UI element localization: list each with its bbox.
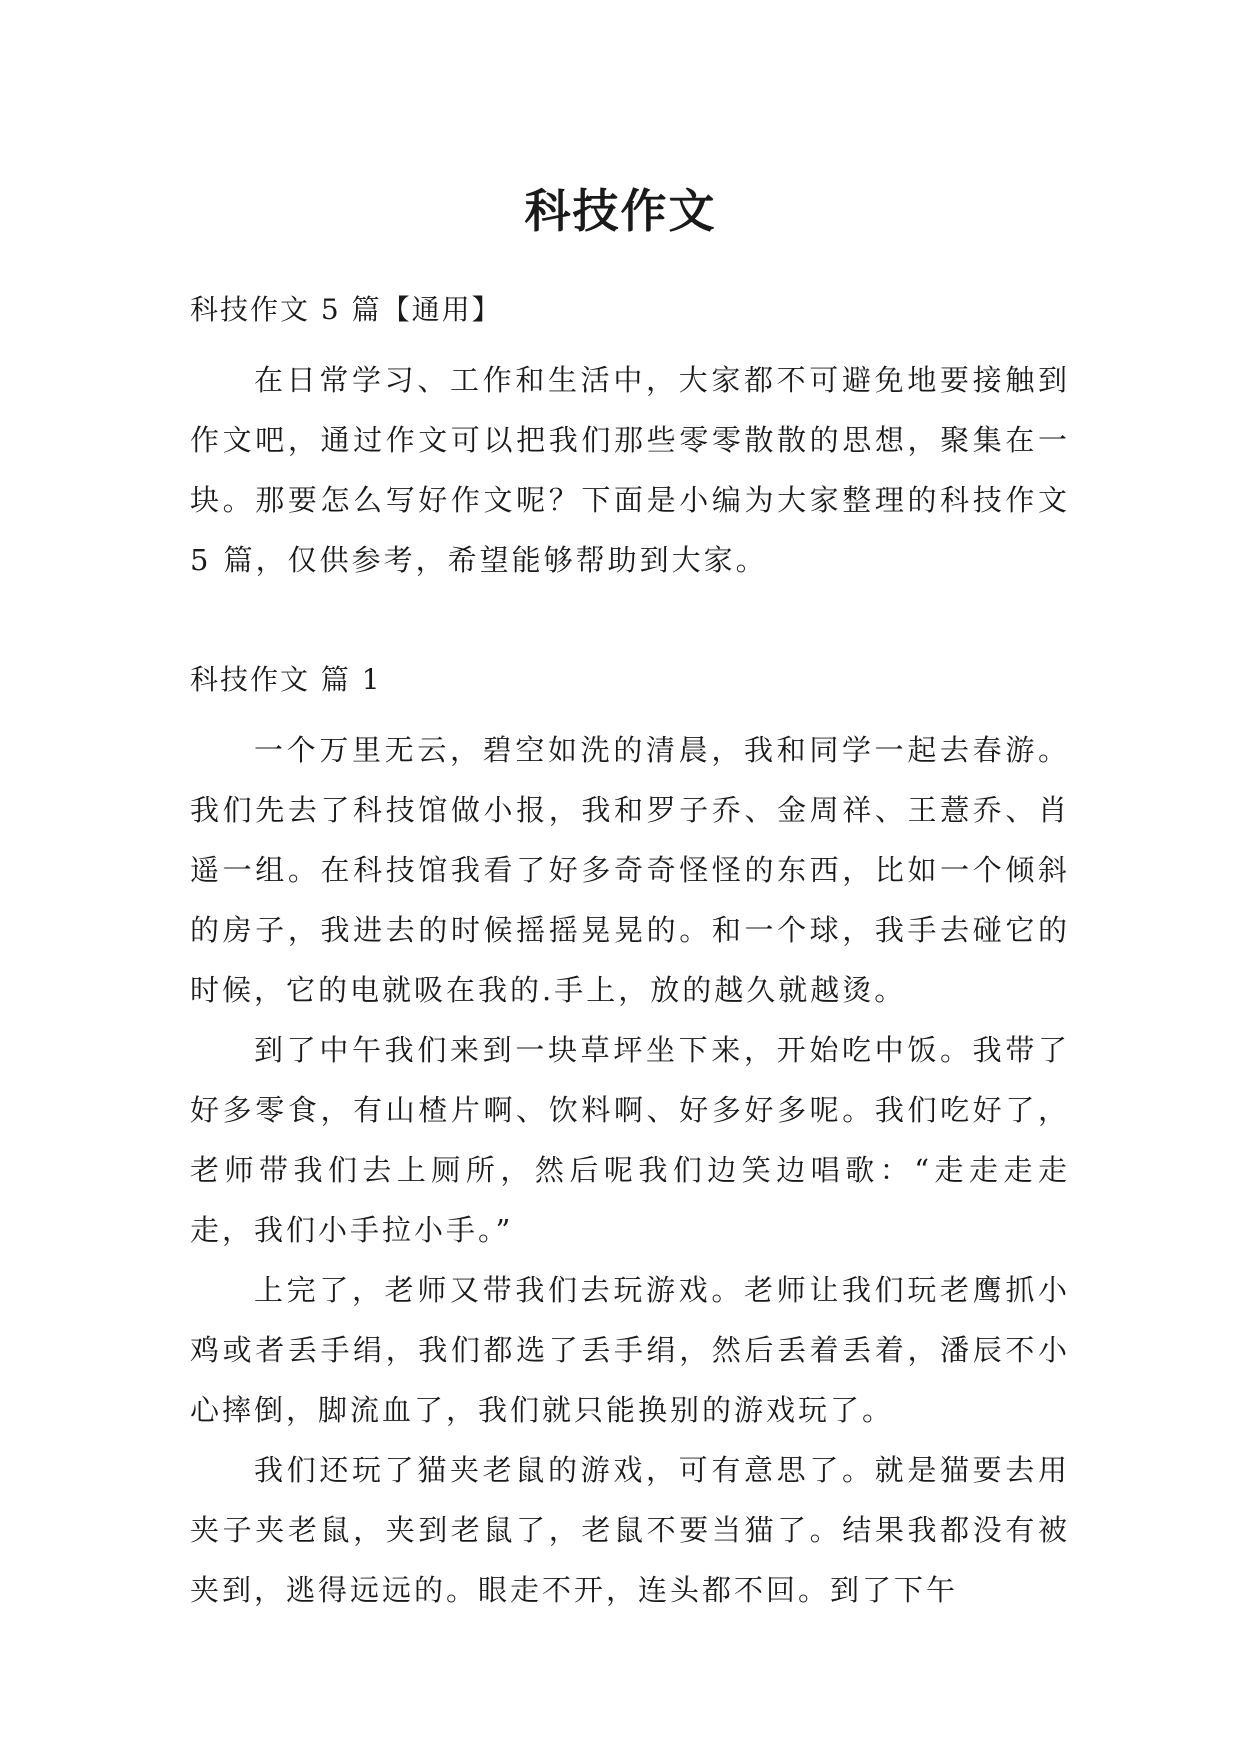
section-heading: 科技作文 篇 1 xyxy=(190,663,382,696)
paragraph-2: 到了中午我们来到一块草坪坐下来，开始吃中饭。我带了好多零食，有山楂片啊、饮料啊、好多好多呢。我们吃好了，老师带我们去上厕所，然后呢我们边笑边唱歌：“走走走走走，我们小手拉小手。” xyxy=(190,1033,1070,1247)
document-subtitle: 科技作文 5 篇【通用】 xyxy=(190,293,502,326)
document-body xyxy=(190,290,1070,1620)
paragraph-3: 上完了，老师又带我们去玩游戏。老师让我们玩老鹰抓小鸡或者丢手绢，我们都选了丢手绢，然后丢着丢着，潘辰不小心摔倒，脚流血了，我们就只能换别的游戏玩了。 xyxy=(190,1273,1070,1427)
page-title: 科技作文 xyxy=(524,183,717,238)
paragraph-1: 一个万里无云，碧空如洗的清晨，我和同学一起去春游。我们先去了科技馆做小报，我和罗子乔、金周祥、王薏乔、肖遥一组。在科技馆我看了好多奇奇怪怪的东西，比如一个倾斜的房子，我进去的时候摇摇晃晃的。和一个球，我手去碰它的时候，它的电就吸在我的.手上，放的越久就越烫。 xyxy=(190,733,1070,1007)
intro-paragraph: 在日常学习、工作和生活中，大家都不可避免地要接触到作文吧，通过作文可以把我们那些零零散散的思想，聚集在一块。那要怎么写好作文呢？下面是小编为大家整理的科技作文 5 篇，仅供参考，希望能够帮助到大家。 xyxy=(190,363,1070,577)
paragraph-4: 我们还玩了猫夹老鼠的游戏，可有意思了。就是猫要去用夹子夹老鼠，夹到老鼠了，老鼠不要当猫了。结果我都没有被夹到，逃得远远的。眼走不开，连头都不回。到了下午 xyxy=(190,1453,1070,1607)
